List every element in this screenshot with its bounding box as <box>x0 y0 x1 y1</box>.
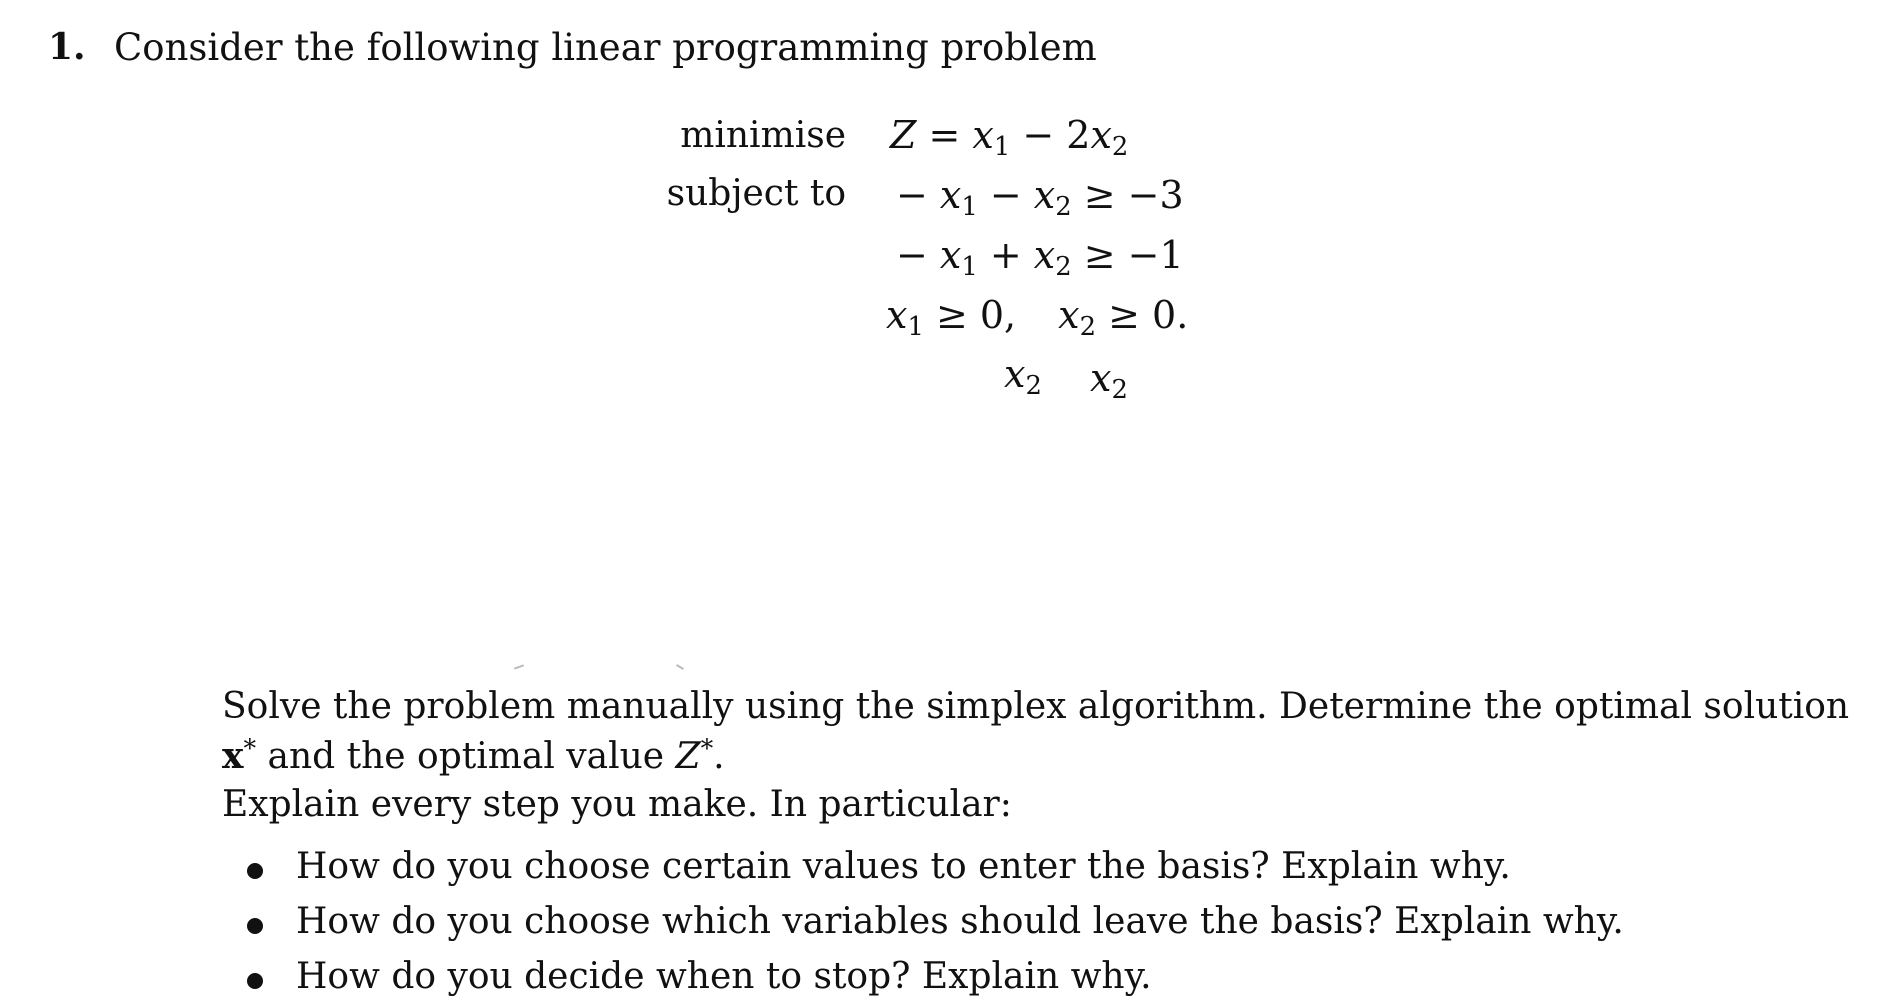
task-line-3: Explain every step you make. In particular: <box>222 784 1012 825</box>
faint-mark <box>676 664 684 670</box>
stray-symbol-1: x2 <box>1004 352 1042 402</box>
bullet-icon <box>247 973 263 989</box>
bullet-item-1: How do you choose certain values to enter the basis? Explain why. <box>296 846 1511 887</box>
bullet-item-3: How do you decide when to stop? Explain why. <box>296 956 1152 997</box>
question-intro: Consider the following linear programming problem <box>114 26 1097 69</box>
faint-mark <box>514 664 524 669</box>
nonnegativity-constraints: x1 ≥ 0, x2 ≥ 0. <box>886 293 1189 343</box>
task-line-1: Solve the problem manually using the simplex algorithm. Determine the optimal solution <box>222 686 1850 727</box>
bullet-icon <box>247 918 263 934</box>
stray-symbol-2: x2 <box>1090 356 1128 406</box>
bullet-icon <box>247 863 263 879</box>
bullet-item-2: How do you choose which variables should leave the basis? Explain why. <box>296 901 1624 942</box>
question-number: 1. <box>48 26 86 68</box>
objective-label: minimise <box>680 115 846 156</box>
constraint-2: − x1 + x2 ≥ −1 <box>896 233 1184 283</box>
task-line-2: x* and the optimal value Z*. <box>222 733 725 777</box>
objective-function: Z = x1 − 2x2 <box>890 113 1129 163</box>
constraints-label: subject to <box>666 173 846 214</box>
constraint-1: − x1 − x2 ≥ −3 <box>896 173 1184 223</box>
